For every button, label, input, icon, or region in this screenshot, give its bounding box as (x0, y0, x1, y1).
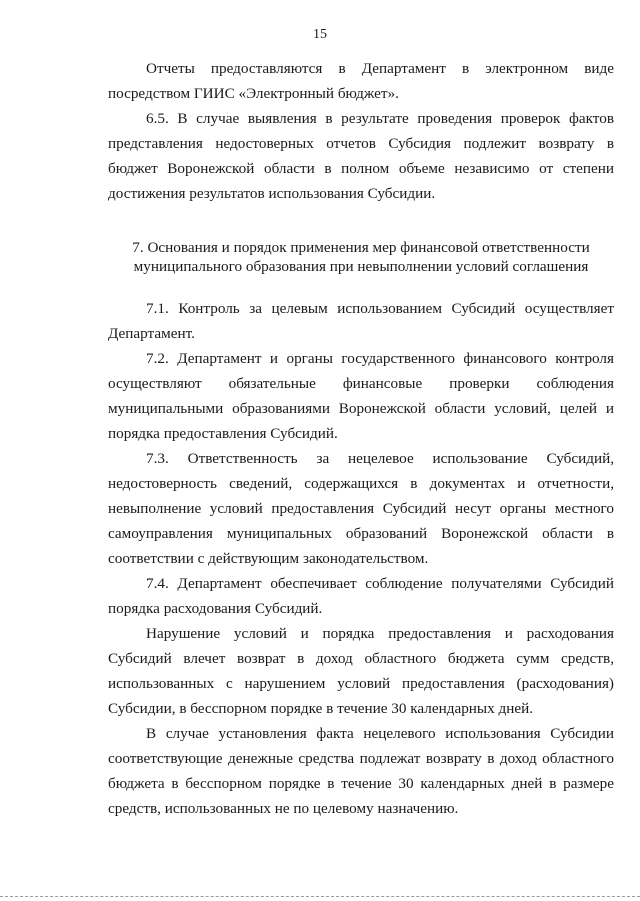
page-number: 15 (313, 27, 327, 42)
paragraph-misuse-return: В случае установления факта нецелевого использования Субсидии соответствующие денежные средства подлежат возврату в доход областного бюджета в бесспорном порядке в течение 30 календарных дней в размере средств, использованных не по целевому назначению. (108, 725, 614, 817)
paragraph-violation-return: Нарушение условий и порядка предоставления и расходования Субсидий влечет возврат в доход областного бюджета сумм средств, использованных с нарушением условий предоставления (расходования) Субсидии, в бесспорном порядке в течение 30 календарных дней. (108, 625, 614, 717)
paragraph-7-3: 7.3. Ответственность за нецелевое использование Субсидий, недостоверность сведений, содержащихся в документах и отчетности, невыполнение условий предоставления Субсидий несут органы местного самоуправления муниципальных образований Воронежской области в соответствии с действующим законодательством. (108, 450, 614, 567)
section-7-heading-line-2: муниципального образования при невыполнении условий соглашения (133, 258, 589, 275)
paragraph-7-1: 7.1. Контроль за целевым использованием Субсидий осуществляет Департамент. (108, 300, 614, 342)
section-7-heading (108, 238, 614, 276)
paragraph-reports-submission: Отчеты предоставляются в Департамент в электронном виде посредством ГИИС «Электронный бюджет». (108, 60, 614, 102)
paragraph-7-4: 7.4. Департамент обеспечивает соблюдение получателями Субсидий порядка расходования Субсидий. (108, 575, 614, 617)
scan-edge-rule (0, 896, 640, 897)
document-body (108, 56, 614, 821)
paragraph-6-5: 6.5. В случае выявления в результате проведения проверок фактов представления недостоверных отчетов Субсидия подлежит возврату в бюджет Воронежской области в полном объеме независимо от степени достижения результатов использования Субсидии. (108, 110, 614, 202)
paragraph-7-2: 7.2. Департамент и органы государственного финансового контроля осуществляют обязательные финансовые проверки соблюдения муниципальными образованиями Воронежской области условий, целей и порядка предоставления Субсидий. (108, 350, 614, 442)
section-7-heading-line-1: 7. Основания и порядок применения мер финансовой ответственности (132, 239, 590, 256)
